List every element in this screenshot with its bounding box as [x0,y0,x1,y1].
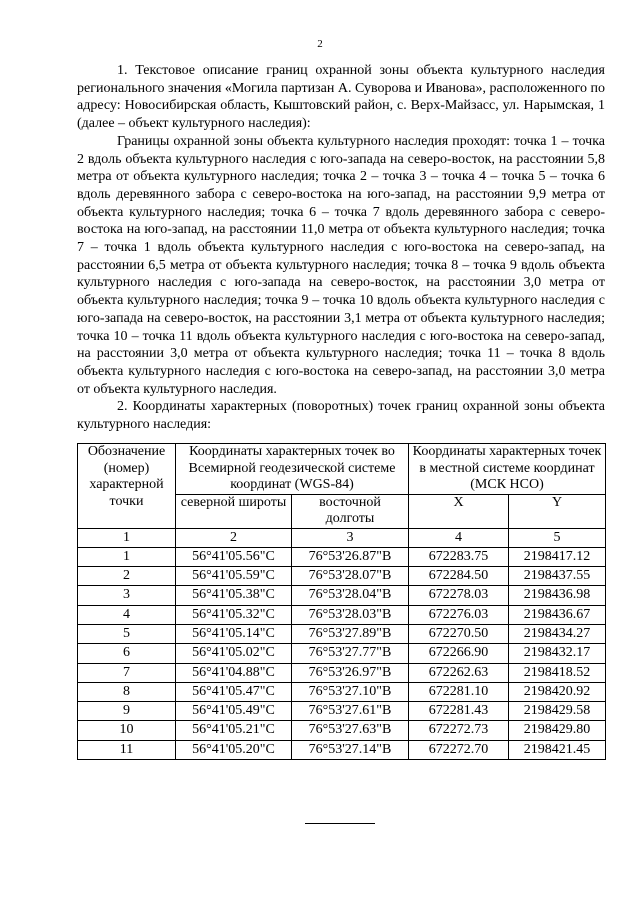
header-lon: восточной долготы [292,494,409,528]
coordinates-table [77,443,606,760]
footer-divider [305,823,375,824]
cell-longitude: 76°53'28.03"В [292,605,409,624]
column-number: 3 [292,528,409,547]
header-wgs-group: Координаты характерных точек во Всемирной геодезической системе координат (WGS-84) [176,444,409,495]
cell-y: 2198434.27 [509,624,606,643]
cell-x: 672283.75 [409,547,509,566]
header-x: X [409,494,509,528]
cell-x: 672281.43 [409,702,509,721]
header-lat: северной широты [176,494,292,528]
cell-longitude: 76°53'27.77"В [292,644,409,663]
cell-x: 672270.50 [409,624,509,643]
cell-longitude: 76°53'27.89"В [292,624,409,643]
cell-x: 672272.70 [409,740,509,759]
cell-point: 4 [78,605,176,624]
document-body [77,62,605,434]
cell-point: 9 [78,702,176,721]
cell-x: 672272.73 [409,721,509,740]
cell-latitude: 56°41'05.59"С [176,567,292,586]
cell-x: 672266.90 [409,644,509,663]
paragraph-boundaries: Границы охранной зоны объекта культурного наследия проходят: точка 1 – точка 2 вдоль объекта культурного наследия с юго-запада на северо-восток, на расстоянии 5,8 метра от объекта культурного наследия; точка 2 – точка 3 – точка 4 – точка 5 – точка 6 вдоль деревянного забора с северо-востока на юго-запад, на расстоянии 9,9 метра от объекта культурного наследия; точка 6 – точка 7 вдоль деревянного забора с северо-востока на юго-запад, на расстоянии 11,0 метра от объекта культурного наследия; точка 7 – точка 1 вдоль объекта культурного наследия с юго-востока на северо-запад, на расстоянии 6,5 метра от объекта культурного наследия; точка 8 – точка 9 вдоль объекта культурного наследия с юго-запада на северо-восток, на расстоянии 3,0 метра от объекта культурного наследия; точка 9 – точка 10 вдоль объекта культурного наследия с юго-запада на северо-восток, на расстоянии 3,1 метра от объекта культурного наследия; точка 10 – точка 11 вдоль объекта культурного наследия с юго-востока на северо-запад, на расстоянии 3,0 метра от объекта культурного наследия; точка 11 – точка 8 вдоль объекта культурного наследия с юго-востока на северо-запад, на расстоянии 3,0 метра от объекта культурного наследия. [77,133,605,397]
cell-x: 672276.03 [409,605,509,624]
cell-x: 672278.03 [409,586,509,605]
column-number: 5 [509,528,606,547]
table-row [78,740,606,759]
cell-latitude: 56°41'05.32"С [176,605,292,624]
cell-latitude: 56°41'05.14"С [176,624,292,643]
cell-longitude: 76°53'26.97"В [292,663,409,682]
cell-y: 2198436.67 [509,605,606,624]
table-row [78,586,606,605]
cell-x: 672262.63 [409,663,509,682]
cell-y: 2198421.45 [509,740,606,759]
table-row [78,682,606,701]
cell-y: 2198429.58 [509,702,606,721]
table-row [78,567,606,586]
cell-point: 7 [78,663,176,682]
column-number: 4 [409,528,509,547]
cell-longitude: 76°53'26.87"В [292,547,409,566]
cell-latitude: 56°41'05.56"С [176,547,292,566]
cell-y: 2198420.92 [509,682,606,701]
cell-longitude: 76°53'27.14"В [292,740,409,759]
cell-point: 3 [78,586,176,605]
paragraph-coordinates-intro: 2. Координаты характерных (поворотных) точек границ охранной зоны объекта культурного наследия: [77,399,605,433]
cell-longitude: 76°53'27.10"В [292,682,409,701]
cell-point: 11 [78,740,176,759]
cell-x: 672281.10 [409,682,509,701]
paragraph-description: 1. Текстовое описание границ охранной зоны объекта культурного наследия регионального значения «Могила партизан А. Суворова и Иванова», расположенного по адресу: Новосибирская область, Кыштовский район, с. Верх-Майзасс, ул. Нарымская, 1 (далее – объект культурного наследия): [77,63,605,132]
table-row [78,624,606,643]
cell-point: 5 [78,624,176,643]
cell-point: 8 [78,682,176,701]
cell-point: 1 [78,547,176,566]
cell-y: 2198429.80 [509,721,606,740]
cell-y: 2198417.12 [509,547,606,566]
cell-y: 2198418.52 [509,663,606,682]
cell-x: 672284.50 [409,567,509,586]
column-number: 1 [78,528,176,547]
cell-latitude: 56°41'05.21"С [176,721,292,740]
cell-latitude: 56°41'05.02"С [176,644,292,663]
cell-latitude: 56°41'05.20"С [176,740,292,759]
table-header-row [78,444,606,495]
table-row [78,605,606,624]
cell-latitude: 56°41'05.38"С [176,586,292,605]
cell-latitude: 56°41'05.49"С [176,702,292,721]
table-row [78,547,606,566]
cell-point: 10 [78,721,176,740]
cell-y: 2198432.17 [509,644,606,663]
header-point: Обозначение (номер) характерной точки [78,444,176,529]
column-numbers-row [78,528,606,547]
column-number: 2 [176,528,292,547]
cell-y: 2198437.55 [509,567,606,586]
cell-point: 2 [78,567,176,586]
page-number: 2 [317,38,323,50]
header-local-group: Координаты характерных точек в местной системе координат (МСК НСО) [409,444,606,495]
cell-point: 6 [78,644,176,663]
cell-longitude: 76°53'28.04"В [292,586,409,605]
cell-latitude: 56°41'05.47"С [176,682,292,701]
header-y: Y [509,494,606,528]
cell-longitude: 76°53'27.61"В [292,702,409,721]
cell-latitude: 56°41'04.88"С [176,663,292,682]
table-row [78,644,606,663]
table-row [78,702,606,721]
cell-longitude: 76°53'27.63"В [292,721,409,740]
cell-y: 2198436.98 [509,586,606,605]
table-row [78,721,606,740]
table-row [78,663,606,682]
cell-longitude: 76°53'28.07"В [292,567,409,586]
